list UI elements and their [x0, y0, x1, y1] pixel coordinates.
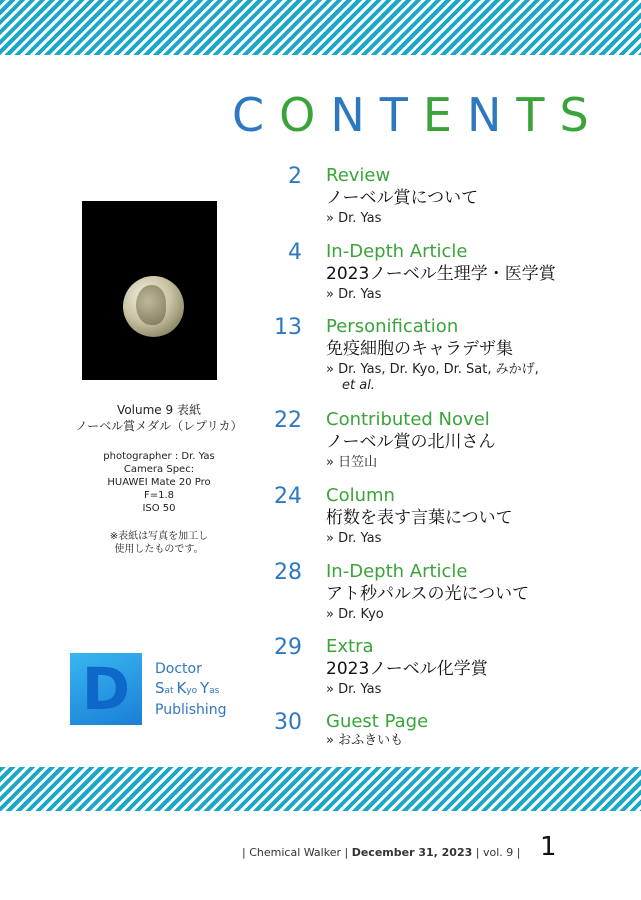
medal-portrait [136, 285, 166, 325]
toc-page-number: 30 [274, 710, 302, 735]
publisher-suffix: at [164, 686, 177, 696]
toc-page-number: 2 [288, 164, 302, 189]
photographer-line: photographer : Dr. Yas [103, 451, 215, 462]
cover-caption [40, 402, 278, 434]
toc-author: » Dr. Yas [326, 682, 382, 697]
top-stripe-band [0, 0, 641, 55]
toc-page-number: 29 [274, 635, 302, 660]
toc-category: Personification [326, 316, 459, 337]
toc-author-continued: et al. [342, 378, 375, 393]
title-letter: N [330, 88, 380, 142]
toc-title: 2023ノーベル化学賞 [326, 659, 488, 679]
publisher-line-1: Doctor [155, 661, 202, 677]
toc-category: Review [326, 165, 391, 186]
toc-entry[interactable] [258, 315, 633, 397]
photo-credits [40, 450, 278, 515]
medal-line: ノーベル賞メダル（レプリカ） [75, 419, 243, 433]
toc-category: In-Depth Article [326, 241, 468, 262]
toc-author: » Dr. Kyo [326, 607, 384, 622]
title-letter: S [559, 88, 604, 142]
note-line-2: 使用したものです。 [114, 544, 204, 555]
logo-letter: D [81, 655, 131, 723]
toc-title: 2023ノーベル生理学・医学賞 [326, 264, 556, 284]
toc-category: Column [326, 485, 395, 506]
title-letter: N [466, 88, 517, 142]
toc-author: » Dr. Yas [326, 531, 382, 546]
nobel-medal-image [123, 276, 184, 337]
volume-label: vol. 9 [483, 846, 514, 859]
cover-note [40, 530, 278, 556]
toc-page-number: 22 [274, 408, 302, 433]
toc-author: » Dr. Yas, Dr. Kyo, Dr. Sat, みかげ, [326, 362, 539, 377]
magazine-name: Chemical Walker [249, 846, 341, 859]
toc-title: 桁数を表す言葉について [326, 508, 513, 528]
camera-model: HUAWEI Mate 20 Pro [107, 477, 211, 488]
bottom-stripe-band [0, 767, 641, 811]
volume-line: Volume 9 表紙 [117, 403, 201, 417]
toc-author: » 日笠山 [326, 455, 378, 470]
toc-page-number: 13 [274, 315, 302, 340]
page-number: 1 [540, 832, 557, 862]
toc-category: Contributed Novel [326, 409, 490, 430]
page-title [232, 88, 632, 148]
issue-date: December 31, 2023 [351, 846, 473, 859]
toc-entry[interactable] [258, 240, 633, 310]
camera-spec-label: Camera Spec: [123, 464, 195, 475]
toc-entry[interactable] [258, 635, 633, 705]
toc-title: 免疫細胞のキャラデザ集 [326, 339, 513, 359]
publisher-initial: Y [199, 679, 210, 697]
publisher-name [155, 660, 227, 720]
publisher-line-2 [155, 679, 227, 701]
publisher-initial: S [155, 679, 165, 697]
publisher-line-3: Publishing [155, 702, 227, 718]
toc-category: Guest Page [326, 711, 429, 732]
footer-separator: | [242, 846, 246, 859]
toc-category: In-Depth Article [326, 561, 468, 582]
toc-title: アト秒パルスの光について [326, 584, 530, 604]
toc-page-number: 28 [274, 560, 302, 585]
iso: ISO 50 [142, 503, 176, 514]
toc-page-number: 24 [274, 484, 302, 509]
footer-info [242, 846, 521, 859]
title-letter: E [422, 88, 467, 142]
footer-separator: | [475, 846, 480, 859]
toc-entry[interactable] [258, 484, 633, 554]
cover-photo [82, 201, 217, 380]
publisher-logo [70, 653, 142, 725]
toc-title: ノーベル賞について [326, 188, 479, 208]
toc-entry[interactable] [258, 710, 633, 758]
publisher-suffix: yo [186, 686, 200, 696]
toc-entry[interactable] [258, 560, 633, 630]
publisher-suffix: as [209, 686, 220, 696]
title-letter: O [279, 88, 331, 142]
toc-page-number: 4 [288, 240, 302, 265]
title-letter: T [516, 88, 560, 142]
footer-separator: | [516, 846, 521, 859]
toc-entry[interactable] [258, 164, 633, 234]
toc-author: » Dr. Yas [326, 211, 382, 226]
title-letter: C [232, 88, 280, 142]
toc-category: Extra [326, 636, 374, 657]
title-letter: T [379, 88, 423, 142]
toc-entry[interactable] [258, 408, 633, 478]
note-line-1: ※表紙は写真を加工し [109, 531, 209, 542]
footer-separator: | [344, 846, 349, 859]
toc-author: » おふきいも [326, 733, 404, 748]
aperture: F=1.8 [143, 490, 175, 501]
toc-author: » Dr. Yas [326, 287, 382, 302]
publisher-initial: K [176, 679, 187, 697]
toc-title: ノーベル賞の北川さん [326, 432, 496, 452]
